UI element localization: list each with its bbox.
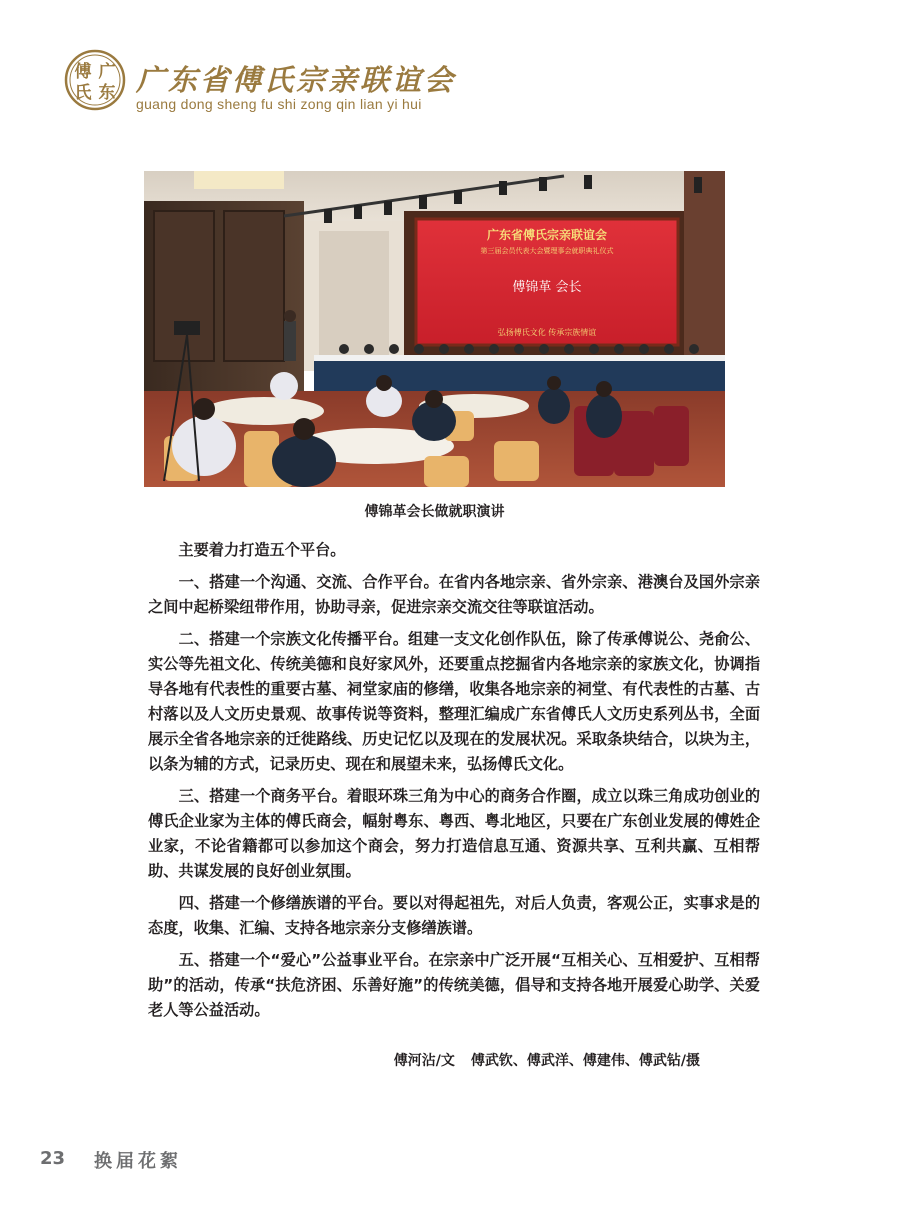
seal-char-4: 东 <box>98 83 116 103</box>
screen-speaker-name: 傅锦革 会长 <box>512 280 582 295</box>
ceremony-photo <box>144 171 725 487</box>
page-number: 23 <box>40 1148 66 1169</box>
association-seal-logo <box>63 48 127 112</box>
screen-banner-title: 广东省傅氏宗亲联谊会 <box>486 228 608 242</box>
intro-paragraph: 主要着力打造五个平台。 <box>148 541 346 559</box>
platform-paragraph-2: 二、搭建一个宗族文化传播平台。组建一支文化创作队伍，除了传承傅说公、尧俞公、实公等先祖文化、传统美德和良好家风外，还要重点挖掘省内各地宗亲的家族文化，协调指导各地有代表性的重要古墓、祠堂家庙的修缮，收集各地宗亲的祠堂、有代表性的古墓、古村落以及人文历史景观、故事传说等资料，整理汇编成广东省傅氏人文历史系列丛书，全面展示全省各地宗亲的迁徙路线、历史记忆以及现在的发展状况。采取条块结合，以块为主，以条为辅的方式，记录历史、现在和展望未来，弘扬傅氏文化。 <box>148 630 760 773</box>
platform-paragraph-4: 四、搭建一个修缮族谱的平台。要以对得起祖先，对后人负责，客观公正，实事求是的态度，收集、汇编、支持各地宗亲分支修缮族谱。 <box>148 894 760 937</box>
platform-paragraph-3: 三、搭建一个商务平台。着眼环珠三角为中心的商务合作圈，成立以珠三角成功创业的傅氏企业家为主体的傅氏商会，幅射粤东、粤西、粤北地区，只要在广东创业发展的傅姓企业家，不论省籍都可以参加这个商会，努力打造信息互通、资源共享、互利共赢、互相帮助、共谋发展的良好创业氛围。 <box>148 787 760 880</box>
screen-bottom-slogan: 弘扬傅氏文化 传承宗族情谊 <box>497 328 597 337</box>
seal-char-3: 氏 <box>74 83 92 103</box>
screen-banner-subtitle: 第三届会员代表大会暨理事会就职典礼仪式 <box>480 247 614 255</box>
platform-paragraph-5: 五、搭建一个“爱心”公益事业平台。在宗亲中广泛开展“互相关心、互相爱护、互相帮助”的活动，传承“扶危济困、乐善好施”的传统美德，倡导和支持各地开展爱心助学、关爱老人等公益活动。 <box>148 951 760 1019</box>
seal-char-2: 广 <box>98 62 116 82</box>
association-title: 广东省傅氏宗亲联谊会 <box>136 63 457 97</box>
author-credit: 傅河沾/文 <box>393 1053 455 1069</box>
seal-char-1: 傅 <box>74 62 92 82</box>
section-title: 换届花絮 <box>94 1151 182 1172</box>
association-pinyin: guang dong sheng fu shi zong qin lian yi hui <box>136 96 422 112</box>
article-credits <box>394 1050 700 1070</box>
platform-paragraph-1: 一、搭建一个沟通、交流、合作平台。在省内各地宗亲、省外宗亲、港澳台及国外宗亲之间中起桥梁纽带作用，协助寻亲，促进宗亲交流交往等联谊活动。 <box>148 573 760 616</box>
article-body <box>148 538 760 1030</box>
photo-caption: 傅锦革会长做就职演讲 <box>364 504 505 520</box>
photographer-credit: 傅武钦、傅武洋、傅建伟、傅武钻/摄 <box>470 1053 700 1069</box>
